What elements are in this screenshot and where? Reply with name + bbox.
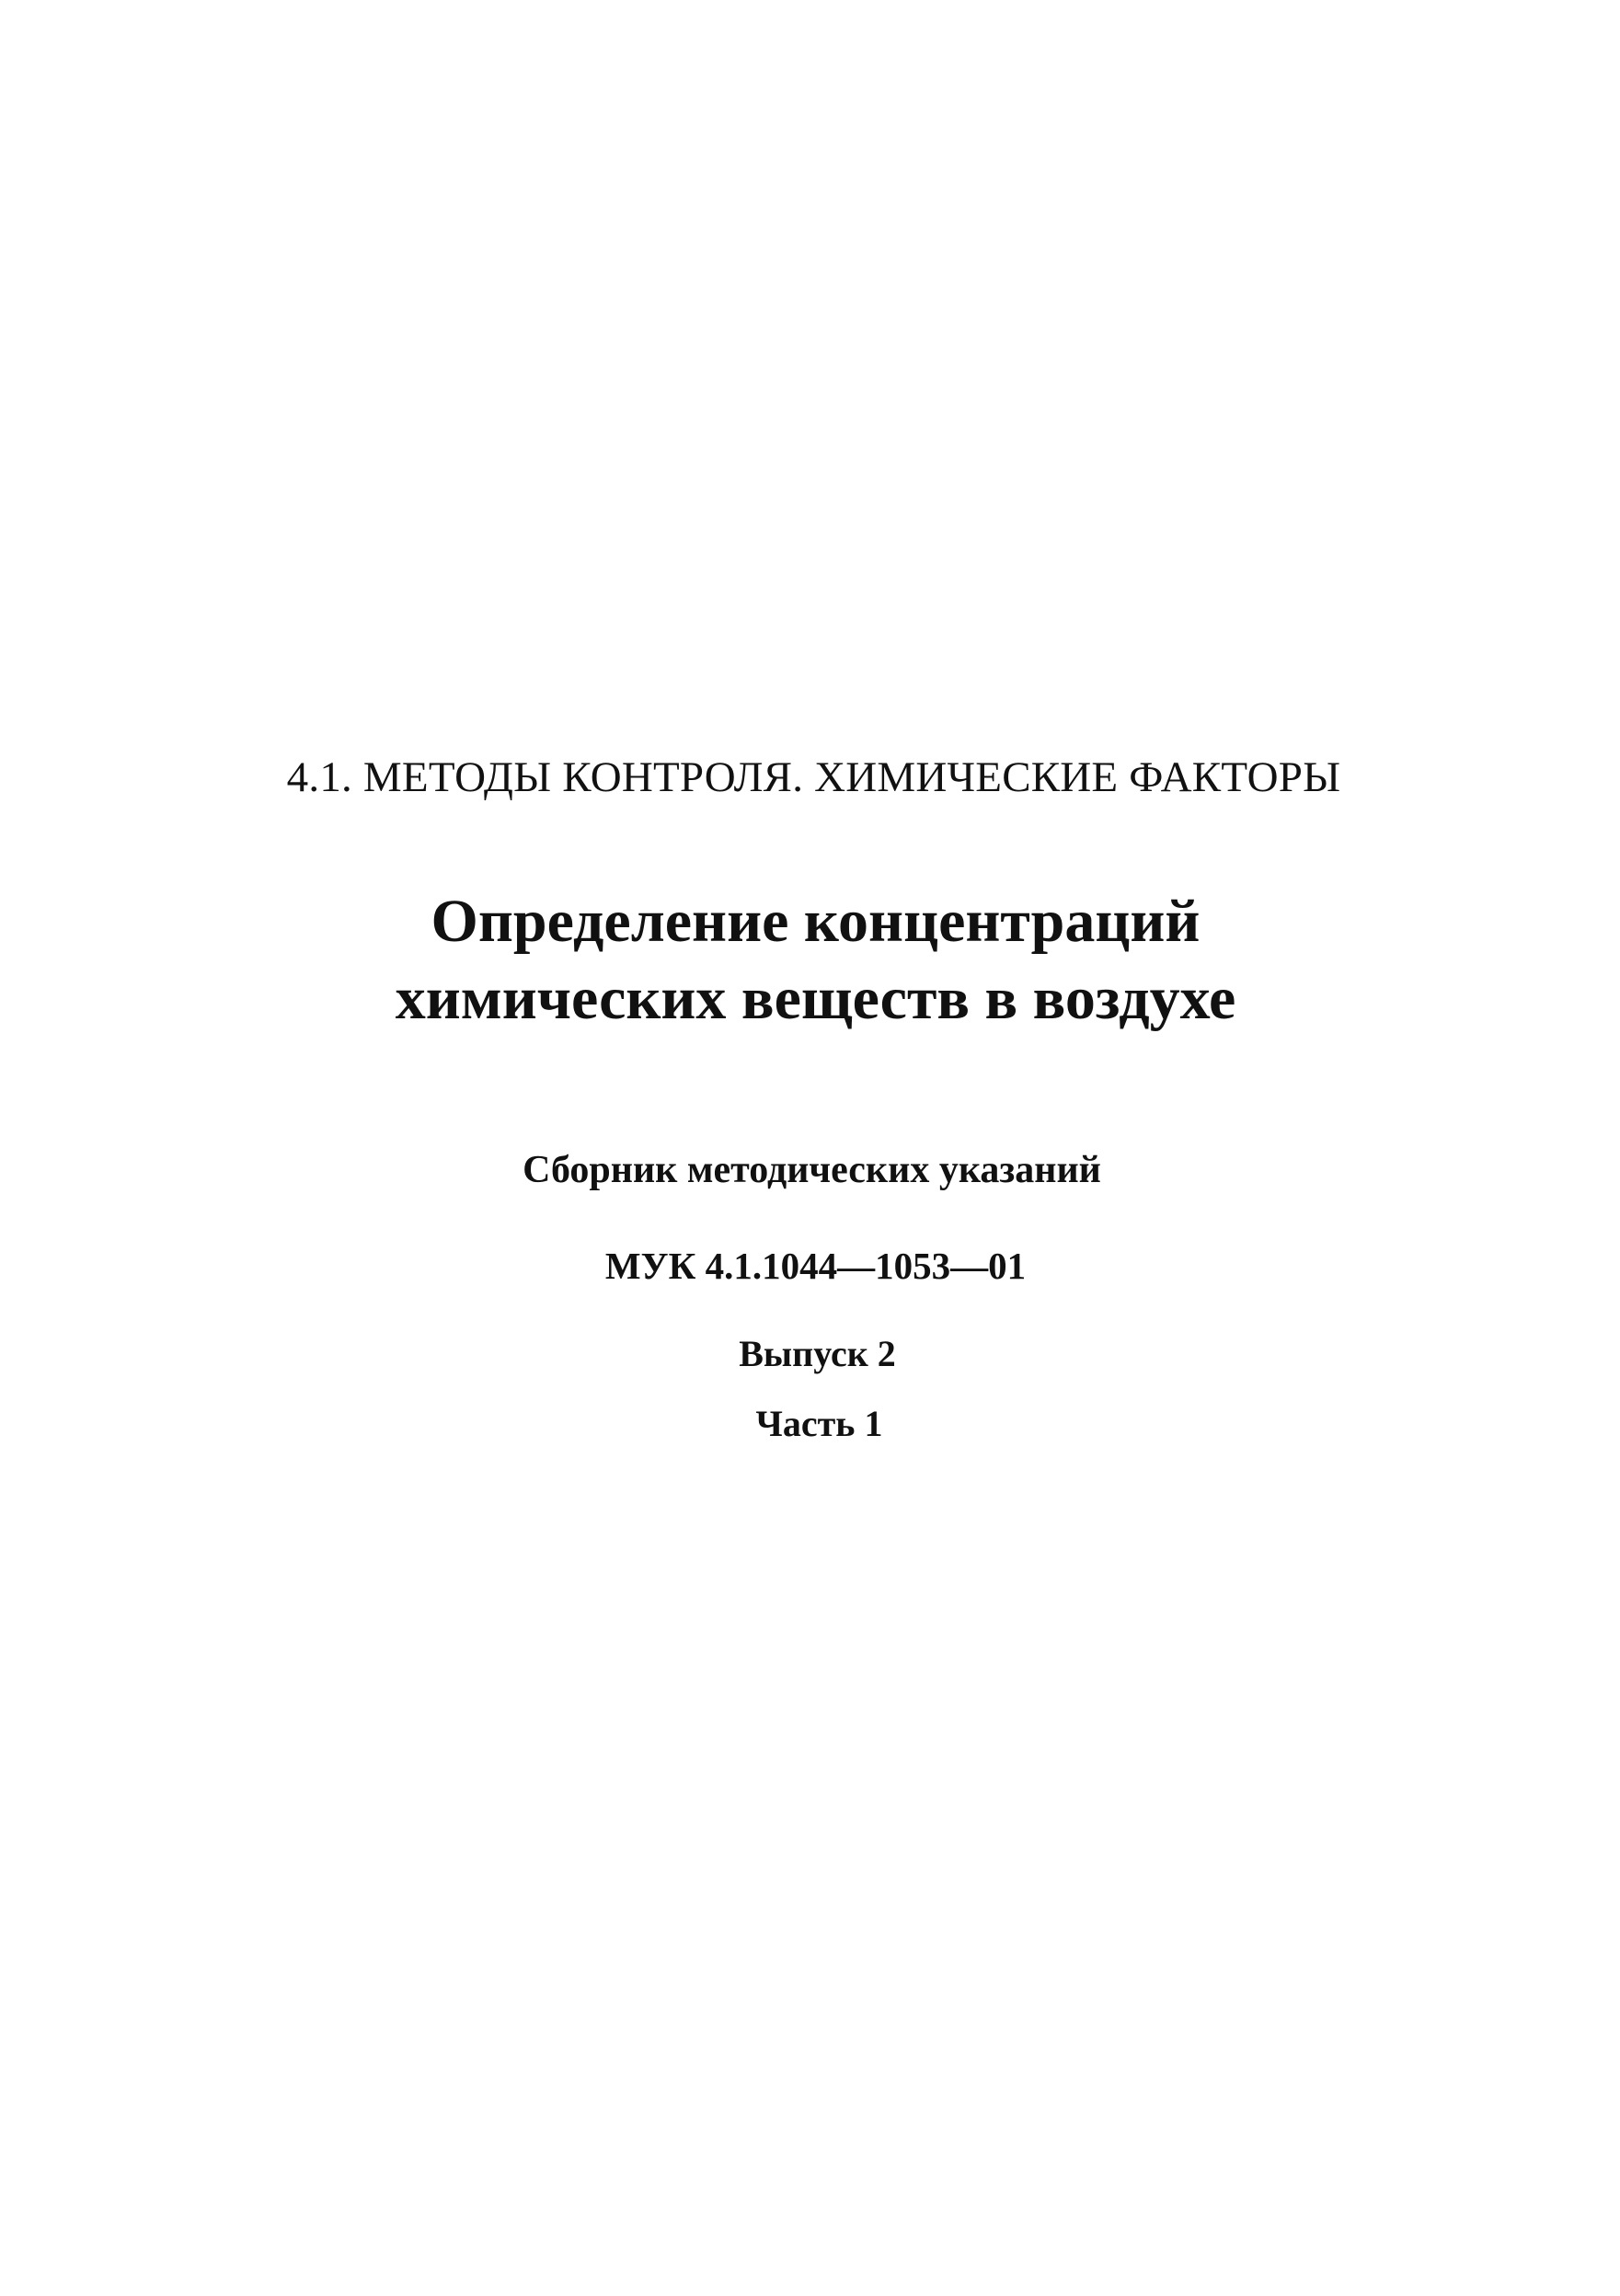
document-title: [0, 883, 1620, 1038]
issue-number: Выпуск 2: [739, 1333, 896, 1374]
document-subtitle: Сборник методических указаний: [523, 1149, 1101, 1191]
document-code: МУК 4.1.1044—1053—01: [604, 1245, 1027, 1287]
title-line-1: Определение концентраций: [431, 888, 1201, 955]
title-line-2: химических веществ в воздухе: [395, 965, 1236, 1032]
series-heading: 4.1. МЕТОДЫ КОНТРОЛЯ. ХИМИЧЕСКИЕ ФАКТОРЫ: [286, 753, 1341, 801]
part-number: Часть 1: [755, 1403, 883, 1444]
